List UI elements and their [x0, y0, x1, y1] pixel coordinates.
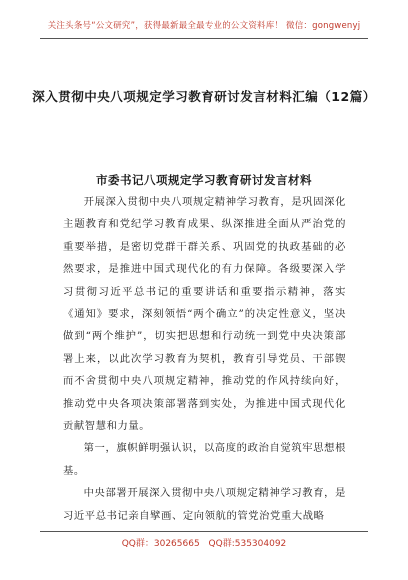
footer-note: QQ群：30265665 QQ群:535304092	[121, 539, 287, 549]
document-body	[63, 191, 346, 527]
body-paragraph: 开展深入贯彻中央八项规定精神学习教育，是巩固深化主题教育和党纪学习教育成果、纵深推进全面从严治党的重要举措，是密切党群干群关系、巩固党的执政基础的必然要求，是推进中国式现代化的有力保障。各级要深入学习贯彻习近平总书记的重要讲话和重要指示精神，落实《通知》要求，深刻领悟“两个确立”的决定性意义，坚决做到“两个维护”，切实把思想和行动统一到党中央决策部署上来，以此次学习教育为契机，教育引导党员、干部锲而不舍贯彻中央八项规定精神，推动党的作风持续向好，推动党中央各项决策部署落到实处，为推进中国式现代化贡献智慧和力量。	[63, 196, 346, 433]
footer-divider	[40, 531, 368, 532]
body-paragraph: 第一，旗帜鲜明强认识，以高度的政治自觉筑牢思想根基。	[63, 442, 346, 477]
section-title: 市委书记八项规定学习教育研讨发言材料	[96, 173, 312, 187]
document-title: 深入贯彻中央八项规定学习教育研讨发言材料汇编（12篇）	[32, 89, 376, 104]
header-divider	[40, 38, 368, 39]
body-paragraph: 中央部署开展深入贯彻中央八项规定精神学习教育，是习近平总书记亲自擘画、定向领航的管党治党重大战略	[63, 487, 346, 522]
header-note: 关注头条号“公文研究”，获得最新最全最专业的公文资料库！ 微信：gongwenyj	[47, 21, 361, 31]
